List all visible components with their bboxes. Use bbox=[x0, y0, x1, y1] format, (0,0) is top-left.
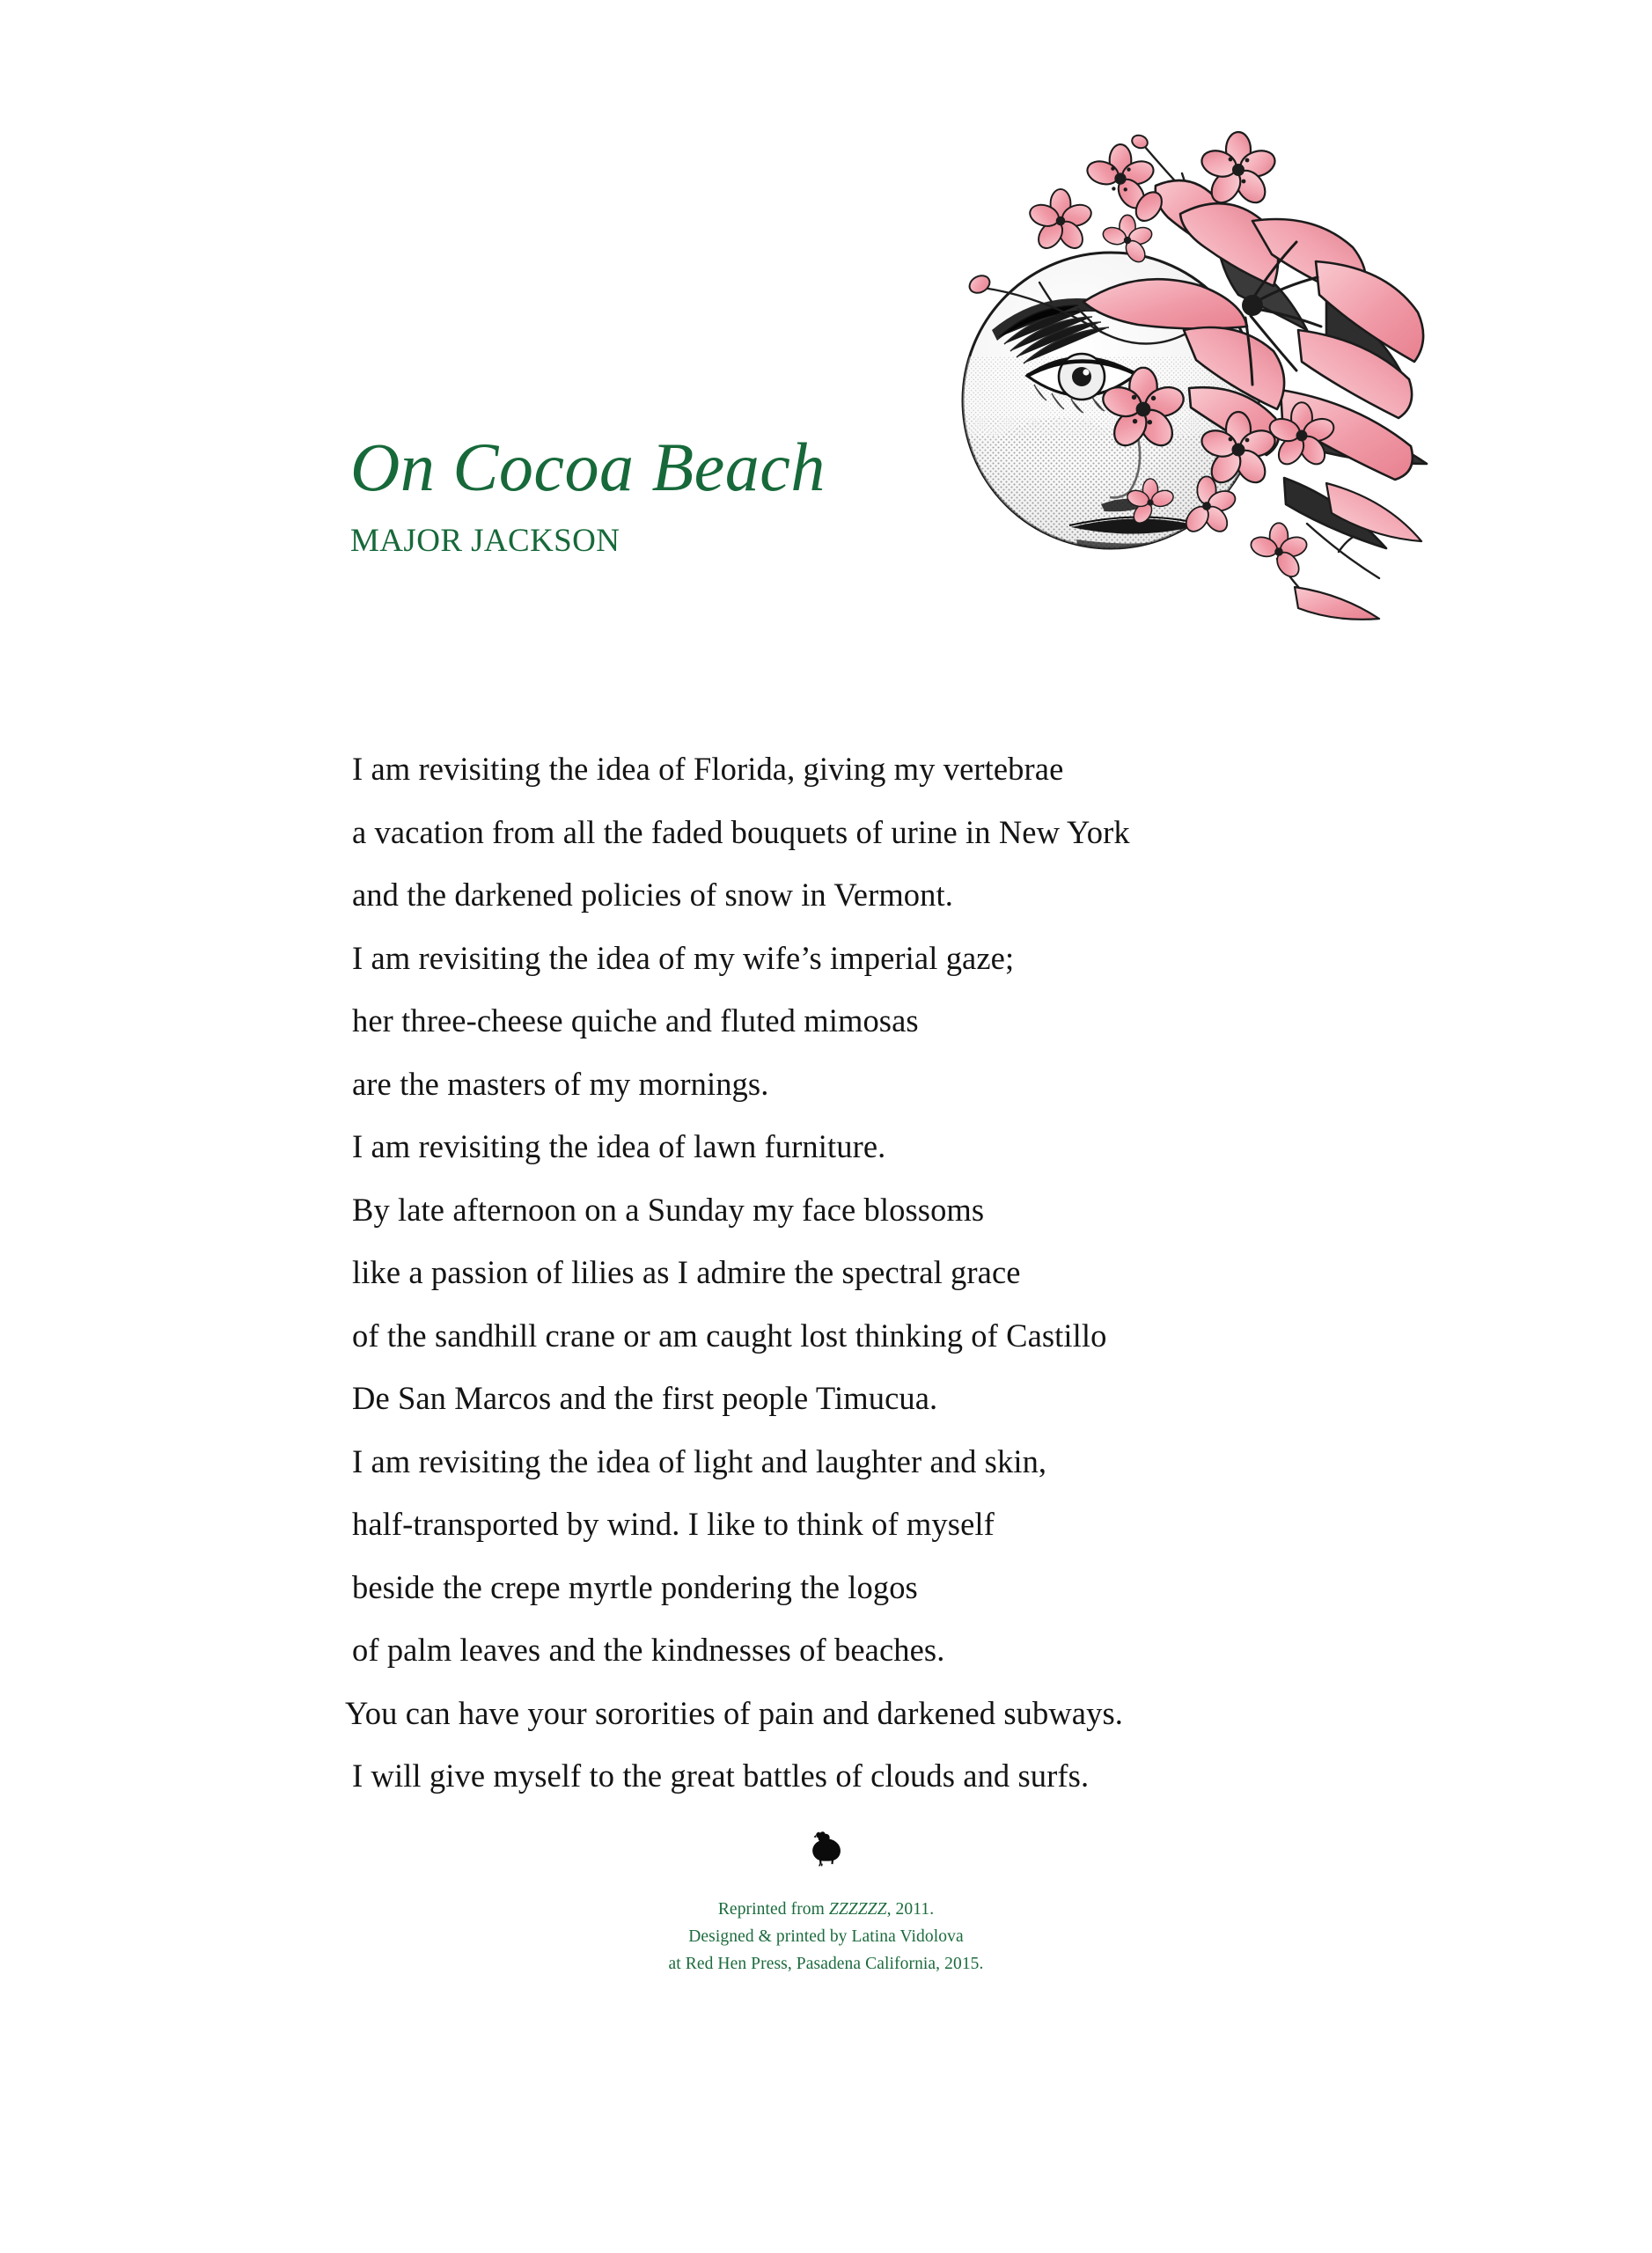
colophon-line-press: at Red Hen Press, Pasadena California, 2015. bbox=[668, 1955, 984, 1973]
poem-line: By late afternoon on a Sunday my face blossoms bbox=[352, 1191, 985, 1228]
poem-body bbox=[345, 738, 1285, 1808]
poem-line: beside the crepe myrtle pondering the logos bbox=[352, 1568, 918, 1605]
poem-line: I am revisiting the idea of lawn furniture. bbox=[352, 1128, 886, 1164]
poem-line: of palm leaves and the kindnesses of beaches. bbox=[352, 1632, 945, 1668]
poem-line: her three-cheese quiche and fluted mimosas bbox=[352, 1002, 919, 1038]
poem-line: half-transported by wind. I like to think of myself bbox=[352, 1506, 995, 1542]
poem-line: like a passion of lilies as I admire the spectral grace bbox=[352, 1254, 1021, 1290]
colophon-line-designer: Designed & printed by Latina Vidolova bbox=[688, 1927, 964, 1946]
press-mark bbox=[0, 1827, 1652, 1872]
poem-line: I am revisiting the idea of light and laughter and skin, bbox=[352, 1442, 1047, 1479]
hen-icon bbox=[807, 1827, 846, 1868]
colophon bbox=[0, 1896, 1652, 1978]
colophon-source-title: ZZZZZZ bbox=[828, 1900, 887, 1919]
poem-line: I am revisiting the idea of my wife’s imperial gaze; bbox=[352, 939, 1015, 976]
colophon-reprint-suffix: , 2011. bbox=[886, 1900, 935, 1919]
page-title: On Cocoa Beach bbox=[350, 429, 826, 505]
colophon-reprint-prefix: Reprinted from bbox=[717, 1900, 829, 1919]
poem-line: of the sandhill crane or am caught lost thinking of Castillo bbox=[352, 1317, 1107, 1354]
poem-line: a vacation from all the faded bouquets of urine in New York bbox=[352, 813, 1130, 850]
poem-line: I will give myself to the great battles of clouds and surfs. bbox=[352, 1758, 1090, 1794]
poem-line: and the darkened policies of snow in Vermont. bbox=[352, 877, 953, 913]
title-block bbox=[350, 429, 1195, 559]
poem-line: De San Marcos and the first people Timucua. bbox=[352, 1380, 938, 1416]
colophon-line-source bbox=[0, 1896, 1652, 1923]
poem-line: You can have your sororities of pain and darkened subways. bbox=[345, 1694, 1123, 1731]
poem-line: are the masters of my mornings. bbox=[352, 1065, 769, 1102]
poem-author: MAJOR JACKSON bbox=[350, 523, 620, 559]
poem-line: I am revisiting the idea of Florida, giving my vertebrae bbox=[352, 751, 1064, 787]
